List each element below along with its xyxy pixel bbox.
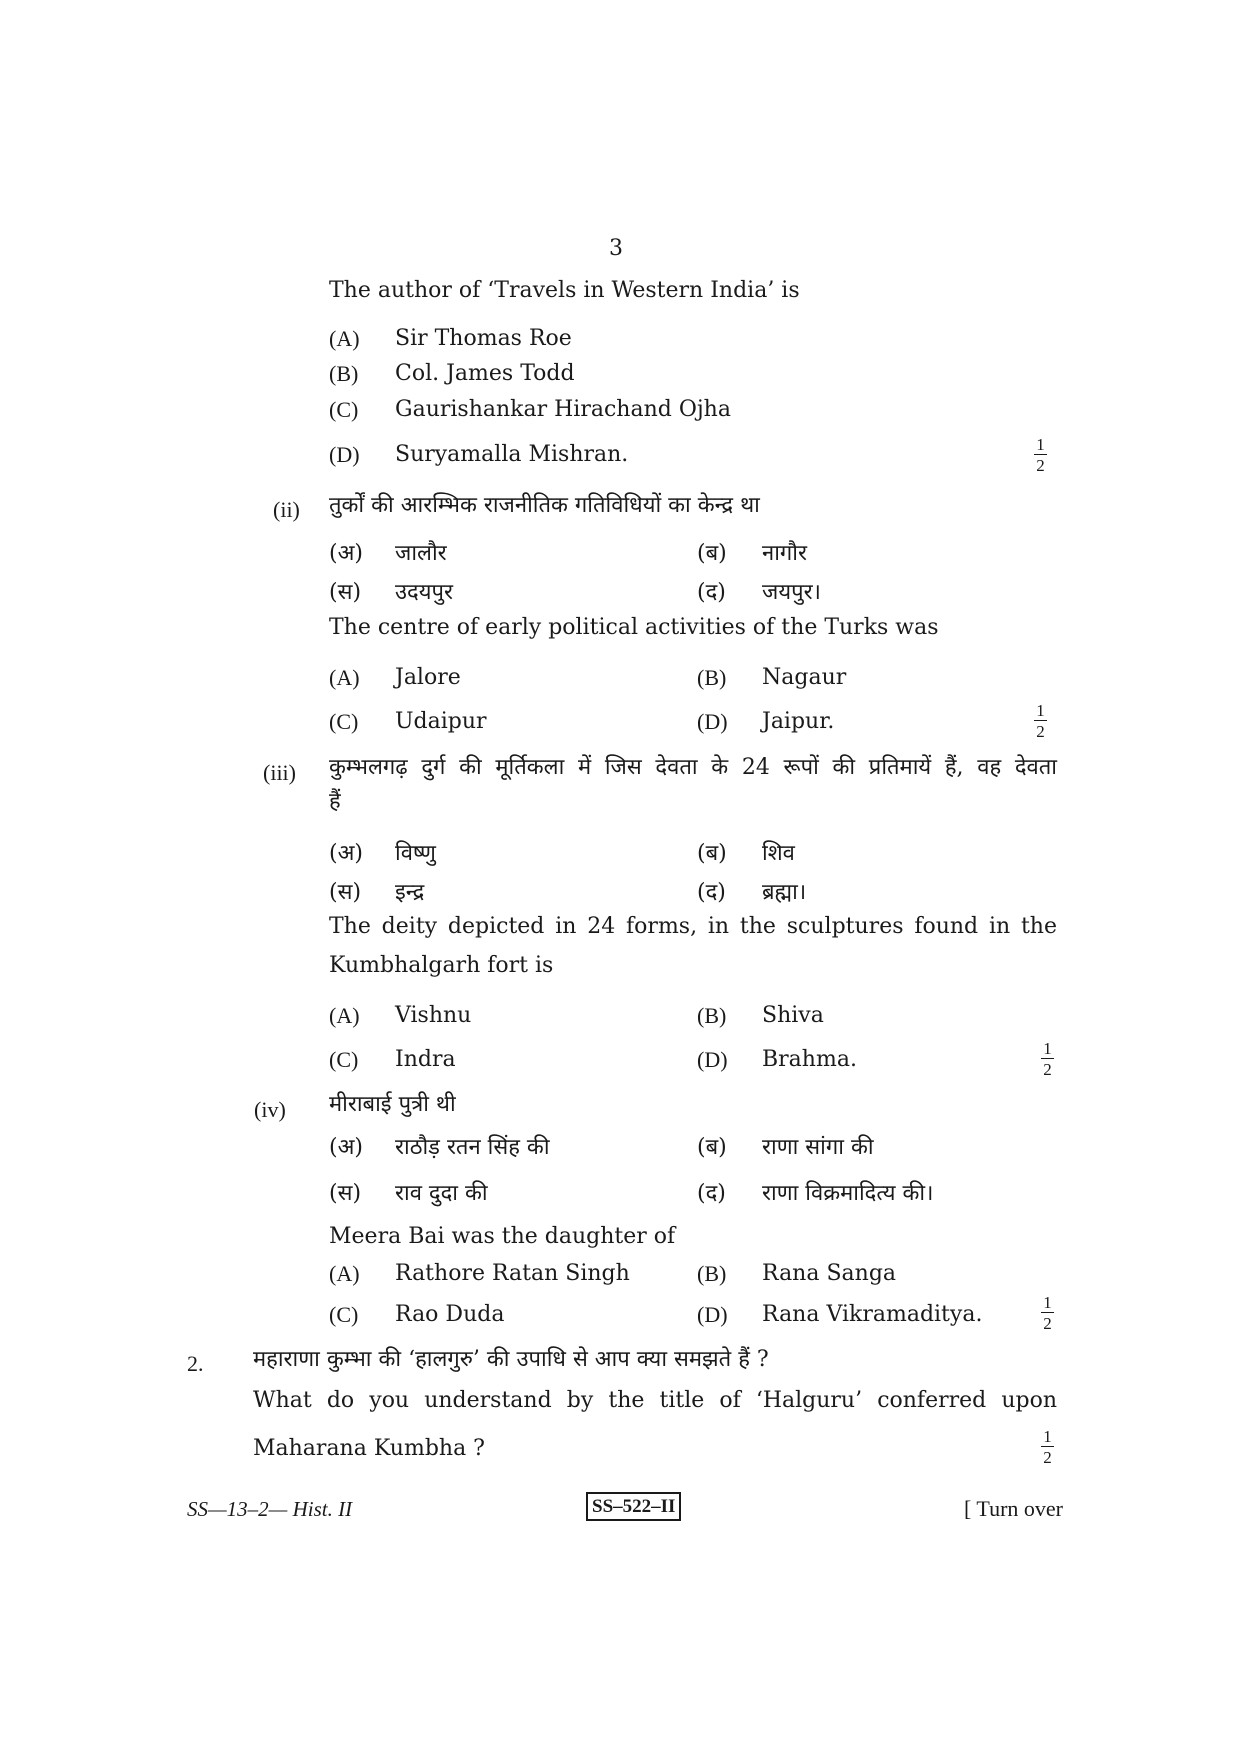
option-text: राठौड़ रतन सिंह की <box>395 1135 550 1160</box>
q1-iv-question-hi: मीराबाई पुत्री थी <box>329 1092 456 1117</box>
option-label: (B) <box>697 1261 727 1286</box>
q2-question-hi: महाराणा कुम्भा की ‘हालगुरु’ की उपाधि से आप क्या समझते हैं ? <box>253 1347 769 1372</box>
q1-iv-number: (iv) <box>254 1097 286 1122</box>
option-label: (C) <box>329 1302 359 1327</box>
marks-numerator: 1 <box>1043 1293 1052 1312</box>
option-label: (B) <box>697 665 727 690</box>
q1-iv-question-en: Meera Bai was the daughter of <box>329 1224 676 1249</box>
option-label: (B) <box>329 361 359 386</box>
q1-ii-question-hi: तुर्कों की आरम्भिक राजनीतिक गतिविधियों का केन्द्र था <box>329 493 760 518</box>
option-text: Vishnu <box>395 1003 472 1028</box>
option-label: (D) <box>697 1047 728 1072</box>
option-label: (स) <box>329 580 362 605</box>
option-label: (C) <box>329 397 359 422</box>
footer-code: SS–522–II <box>586 1492 681 1521</box>
q1-ii-number: (ii) <box>273 497 300 522</box>
option-text: Sir Thomas Roe <box>395 326 572 351</box>
option-text: Jalore <box>395 665 461 690</box>
option-label: (अ) <box>329 541 363 566</box>
page-number: 3 <box>609 236 623 261</box>
option-label: (द) <box>697 880 726 905</box>
option-text: विष्णु <box>395 841 436 866</box>
option-label: (A) <box>329 1003 360 1028</box>
q2-number: 2. <box>187 1351 204 1376</box>
option-text: राव दुदा की <box>395 1181 488 1206</box>
option-label: (द) <box>697 1181 726 1206</box>
footer-paper-code: SS—13–2— Hist. II <box>187 1497 353 1521</box>
q1-iii-number: (iii) <box>263 760 296 785</box>
marks-fraction <box>1041 1294 1054 1332</box>
q1-iii-question-hi-cont: हैं <box>329 789 341 814</box>
option-label: (स) <box>329 1181 362 1206</box>
option-label: (स) <box>329 880 362 905</box>
option-text: नागौर <box>762 541 807 566</box>
q2-question-en: What do you understand by the title of ‘Halguru’ conferred upon <box>253 1388 1057 1413</box>
q1-ii-question-en: The centre of early political activities of the Turks was <box>329 615 939 640</box>
option-text: Col. James Todd <box>395 361 575 386</box>
marks-numerator: 1 <box>1043 1039 1052 1058</box>
q2-question-en-cont: Maharana Kumbha ? <box>253 1436 485 1461</box>
option-label: (अ) <box>329 1135 363 1160</box>
option-label: (ब) <box>697 541 727 566</box>
option-text: जयपुर। <box>762 580 821 605</box>
option-text: उदयपुर <box>395 580 453 605</box>
q1-iii-question-en-cont: Kumbhalgarh fort is <box>329 953 554 978</box>
option-text: राणा विक्रमादित्य की। <box>762 1181 934 1206</box>
option-label: (D) <box>329 442 360 467</box>
option-text: Rathore Ratan Singh <box>395 1261 630 1286</box>
marks-numerator: 1 <box>1036 701 1045 720</box>
q1-iii-question-en: The deity depicted in 24 forms, in the sculptures found in the <box>329 914 1057 939</box>
option-text: Brahma. <box>762 1047 857 1072</box>
marks-numerator: 1 <box>1036 435 1045 454</box>
footer-turn-over: [ Turn over <box>964 1496 1064 1521</box>
option-label: (C) <box>329 709 359 734</box>
option-text: राणा सांगा की <box>762 1135 874 1160</box>
option-text: Nagaur <box>762 665 847 690</box>
footer-code-box <box>586 1495 681 1517</box>
marks-numerator: 1 <box>1043 1427 1052 1446</box>
marks-fraction <box>1034 436 1047 474</box>
option-label: (A) <box>329 665 360 690</box>
option-text: ब्रह्मा। <box>762 880 807 905</box>
marks-fraction <box>1041 1428 1054 1466</box>
marks-fraction <box>1041 1040 1054 1078</box>
option-text: Rao Duda <box>395 1302 505 1327</box>
marks-denominator: 2 <box>1036 456 1045 475</box>
option-label: (A) <box>329 326 360 351</box>
option-text: Rana Vikramaditya. <box>762 1302 983 1327</box>
option-text: जालौर <box>395 541 447 566</box>
option-text: Gaurishankar Hirachand Ojha <box>395 397 731 422</box>
option-label: (D) <box>697 1302 728 1327</box>
option-text: Suryamalla Mishran. <box>395 442 629 467</box>
option-label: (अ) <box>329 841 363 866</box>
option-text: शिव <box>762 841 795 866</box>
option-label: (द) <box>697 580 726 605</box>
marks-denominator: 2 <box>1036 722 1045 741</box>
marks-fraction <box>1034 702 1047 740</box>
q1-iii-question-hi: कुम्भलगढ़ दुर्ग की मूर्तिकला में जिस देवता के 24 रूपों की प्रतिमायें हैं, वह देवता <box>329 755 1057 780</box>
option-label: (ब) <box>697 1135 727 1160</box>
option-label: (A) <box>329 1261 360 1286</box>
marks-denominator: 2 <box>1043 1314 1052 1333</box>
option-label: (C) <box>329 1047 359 1072</box>
option-label: (B) <box>697 1003 727 1028</box>
option-text: Indra <box>395 1047 456 1072</box>
option-label: (D) <box>697 709 728 734</box>
option-text: Rana Sanga <box>762 1261 897 1286</box>
marks-denominator: 2 <box>1043 1448 1052 1467</box>
option-text: Shiva <box>762 1003 824 1028</box>
marks-denominator: 2 <box>1043 1060 1052 1079</box>
q1-i-question-en: The author of ‘Travels in Western India’ is <box>329 278 800 303</box>
option-text: Udaipur <box>395 709 487 734</box>
option-text: इन्द्र <box>395 880 425 905</box>
option-label: (ब) <box>697 841 727 866</box>
option-text: Jaipur. <box>762 709 835 734</box>
